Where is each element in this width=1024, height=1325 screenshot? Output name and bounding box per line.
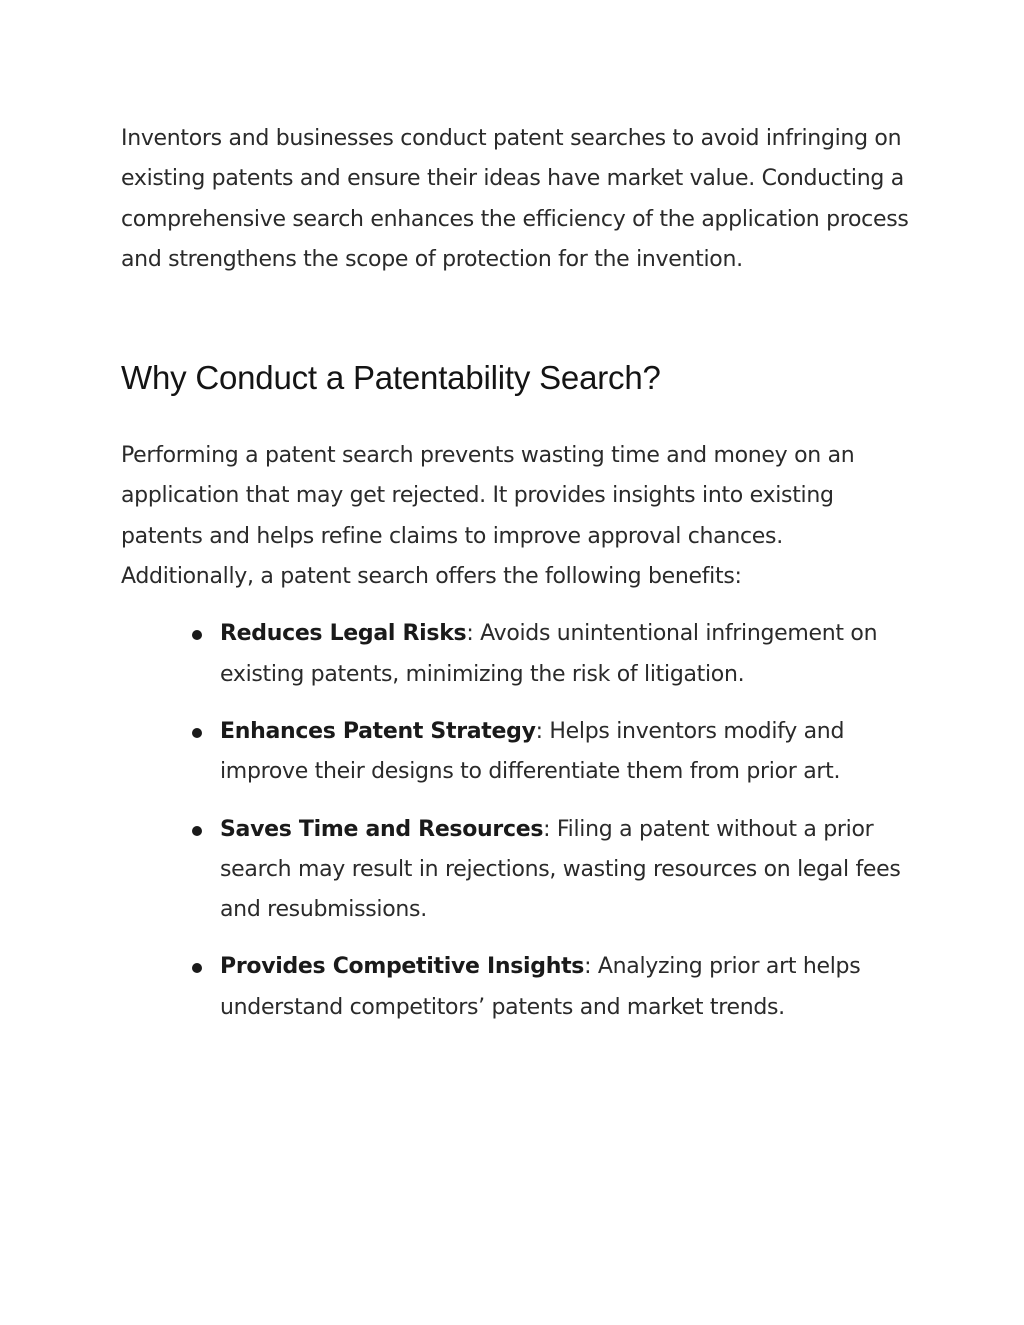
- list-item: [220, 712, 911, 793]
- benefit-text: : Filing a patent without a prior search may result in rejections, wasting resources on legal fees and resubmissions.: [220, 816, 901, 923]
- intro-paragraph: Inventors and businesses conduct patent searches to avoid infringing on existing patents and ensure their ideas have market value. Conducting a comprehensive search enhances the efficiency of the application process and strengthens the scope of protection for the invention.: [121, 126, 909, 272]
- benefit-title: Saves Time and Resources: [220, 816, 544, 842]
- benefit-text: : Avoids unintentional infringement on existing patents, minimizing the risk of litigation.: [220, 621, 878, 687]
- bullet-icon: [192, 728, 202, 738]
- benefit-title: Enhances Patent Strategy: [220, 718, 536, 744]
- list-item: [220, 947, 911, 1028]
- bullet-icon: [192, 630, 202, 640]
- bullet-icon: [192, 826, 202, 836]
- benefit-title: Provides Competitive Insights: [220, 954, 585, 980]
- document-page: [121, 119, 911, 1045]
- benefit-title: Reduces Legal Risks: [220, 621, 467, 647]
- benefit-text: : Analyzing prior art helps understand competitors’ patents and market trends.: [220, 954, 861, 1020]
- list-item: [220, 614, 911, 695]
- list-item: [220, 810, 911, 931]
- section-paragraph: Performing a patent search prevents wasting time and money on an application that may get rejected. It provides insights into existing patents and helps refine claims to improve approval chances. Additionally, a patent search offers the following benefits:: [121, 443, 855, 590]
- benefit-text: : Helps inventors modify and improve their designs to differentiate them from prior art.: [220, 718, 845, 785]
- bullet-icon: [192, 963, 202, 973]
- benefits-list: [121, 614, 911, 1028]
- section-heading: Why Conduct a Patentability Search?: [121, 359, 661, 397]
